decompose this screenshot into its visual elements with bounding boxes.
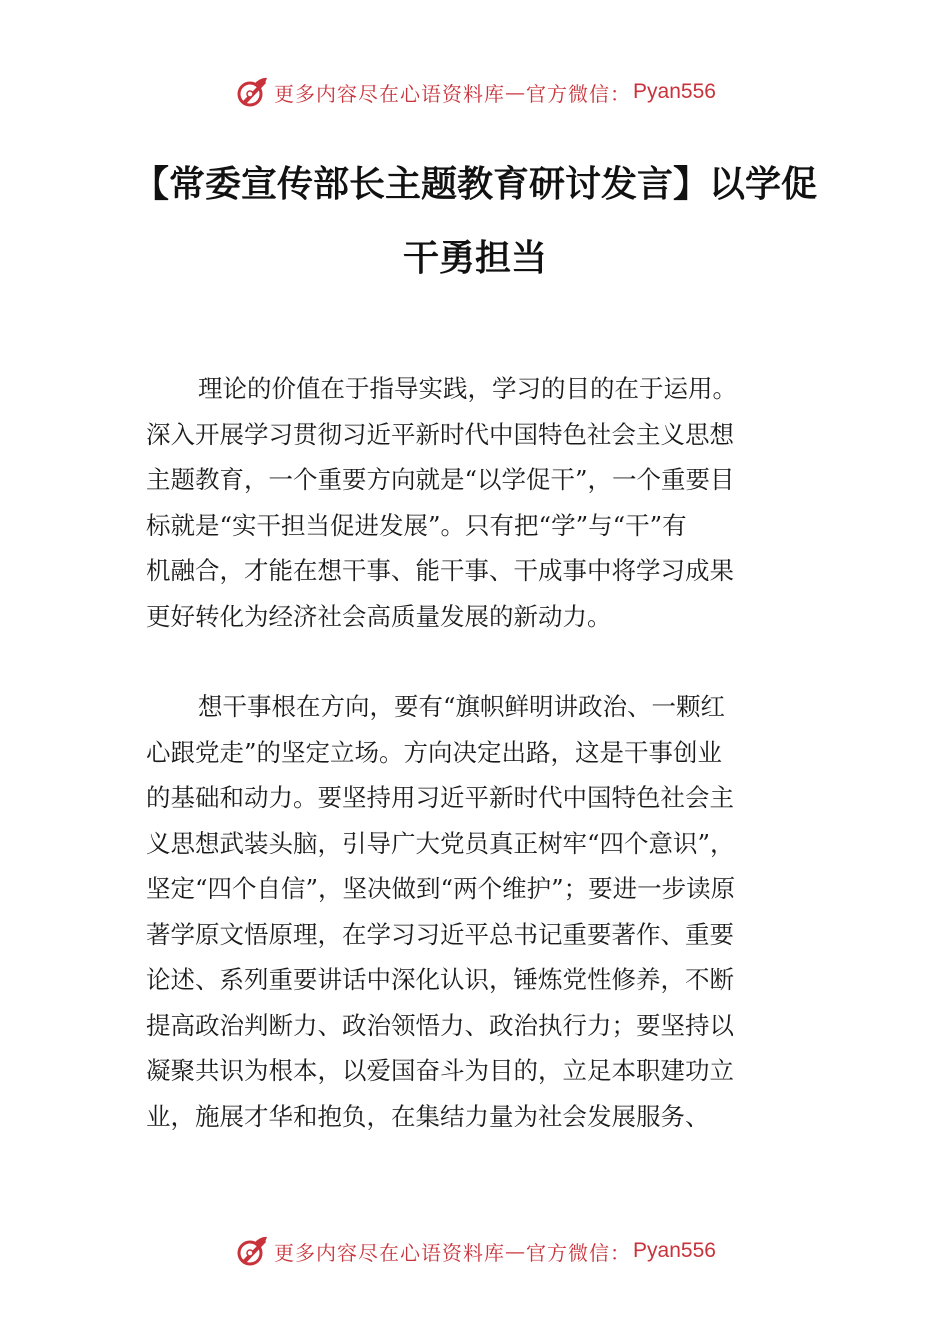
watermark-banner-top [0,72,950,112]
watermark-separator: — [505,1239,527,1263]
watermark-separator: — [505,80,527,104]
watermark-label: 官方微信： [526,81,632,106]
watermark-text: 更多内容尽在心语资料库 [274,1240,506,1265]
watermark-text: 更多内容尽在心语资料库 [274,81,506,106]
quill-pen-logo-icon [234,1233,270,1269]
paragraph-line: 坚定“四个自信”，坚决做到“两个维护”；要进一步读原 [146,874,736,903]
paragraph-line: 心跟党走”的坚定立场。方向决定出路，这是干事创业 [146,737,723,767]
paragraph-line: 主题教育，一个重要方向就是“以学促干”，一个重要目 [146,465,735,494]
watermark-wechat-id: Pyan556 [633,80,716,103]
watermark-wechat-id: Pyan556 [633,1239,716,1262]
watermark-banner-bottom [0,1231,950,1271]
document-title-line-2: 干勇担当 [402,237,547,279]
paragraph-line: 著学原文悟原理，在学习习近平总书记重要著作、重要 [146,919,734,949]
quill-pen-logo-icon [234,74,270,110]
paragraph-line: 想干事根在方向，要有“旗帜鲜明讲政治、一颗红 [198,692,726,721]
paragraph-1 [146,366,811,639]
paragraph-line: 的基础和动力。要坚持用习近平新时代中国特色社会主 [146,783,734,812]
paragraph-line: 凝聚共识为根本，以爱国奋斗为目的，立足本职建功立 [146,1056,734,1085]
paragraph-line: 义思想武装头脑，引导广大党员真正树牢“四个意识”， [146,828,735,858]
paragraph-2 [146,684,811,1139]
paragraph-line: 更好转化为经济社会高质量发展的新动力。 [146,601,612,631]
document-title-line-1: 【常委宣传部长主题教育研讨发言】以学促 [132,163,817,205]
paragraph-line: 论述、系列重要讲话中深化认识，锤炼党性修养，不断 [146,965,734,994]
paragraph-line: 标就是“实干担当促进发展”。只有把“学”与“干”有 [146,510,687,540]
paragraph-line: 提高政治判断力、政治领悟力、政治执行力；要坚持以 [146,1010,734,1040]
paragraph-line: 业，施展才华和抱负，在集结力量为社会发展服务、 [146,1101,710,1131]
paragraph-line: 理论的价值在于指导实践，学习的目的在于运用。 [198,374,737,403]
paragraph-line: 深入开展学习贯彻习近平新时代中国特色社会主义思想 [146,419,734,449]
paragraph-line: 机融合，才能在想干事、能干事、干成事中将学习成果 [146,556,734,585]
watermark-label: 官方微信： [526,1240,632,1265]
